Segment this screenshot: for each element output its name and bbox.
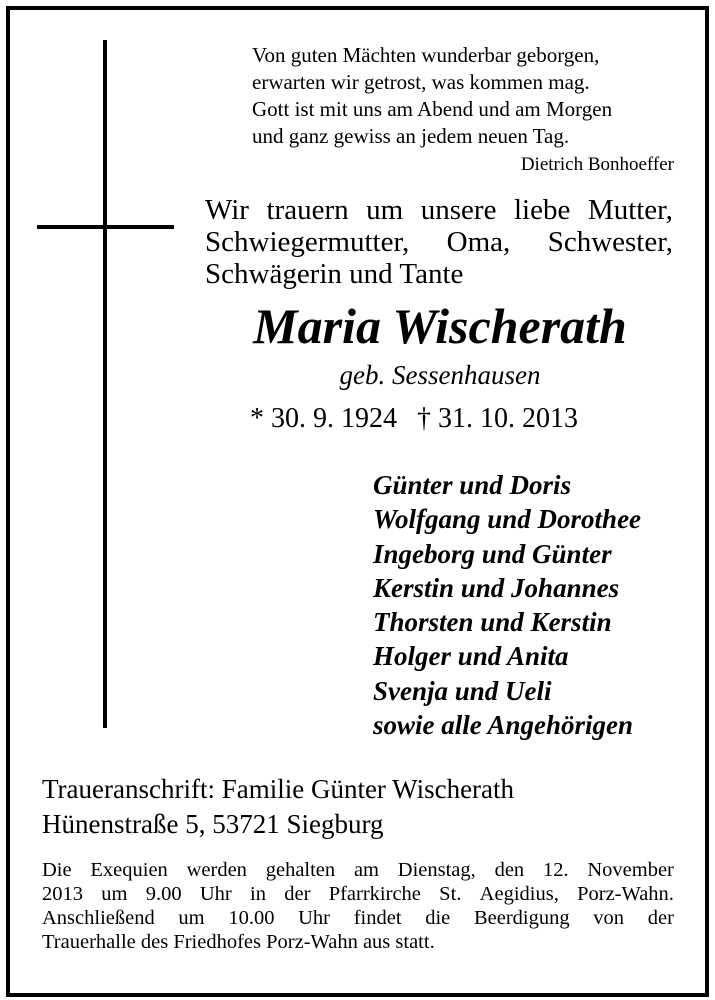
word: Wir (205, 194, 249, 226)
word: Aegidius, (479, 883, 559, 905)
poem-author: Dietrich Bonhoeffer (520, 154, 674, 175)
word: am (353, 859, 379, 881)
word: um (178, 907, 205, 929)
family-member: Ingeborg und Günter (373, 538, 612, 569)
cross-icon-horizontal-bar (37, 225, 174, 229)
mourning-line-2 (205, 226, 673, 258)
service-line-4: Trauerhalle des Friedhofes Porz-Wahn aus statt. (42, 931, 435, 953)
family-member: Kerstin und Johannes (373, 572, 620, 603)
cross-icon-vertical-bar (103, 40, 107, 728)
word: 12. (542, 859, 569, 881)
poem-line: Gott ist mit uns am Abend und am Morgen (252, 97, 613, 121)
word: Porz-Wahn. (577, 883, 674, 905)
word: den (494, 859, 525, 881)
word: Beerdigung (473, 907, 570, 929)
word: Schwester, (547, 226, 673, 258)
mourning-statement (205, 194, 673, 290)
birth-date: * 30. 9. 1924 (250, 403, 397, 434)
word: trauern (266, 194, 349, 226)
service-line-1 (42, 858, 674, 882)
word: werden (186, 859, 247, 881)
mourning-line-1 (205, 194, 673, 226)
word: um (366, 194, 404, 226)
poem-block (252, 42, 682, 178)
service-line-3 (42, 906, 674, 930)
poem-line: Von guten Mächten wunderbar geborgen, (252, 43, 600, 67)
word: unsere (420, 194, 497, 226)
word: findet (353, 907, 402, 929)
family-list (373, 468, 693, 742)
word: gehalten (265, 859, 336, 881)
mourning-line-3: Schwägerin und Tante (205, 258, 464, 290)
word: der (284, 883, 311, 905)
word: Uhr (199, 883, 232, 905)
service-line-2 (42, 882, 674, 906)
word: Exequien (90, 859, 168, 881)
word: Oma, (446, 226, 511, 258)
word: November (587, 859, 674, 881)
life-dates (250, 402, 630, 436)
service-details (42, 858, 674, 954)
word: Pfarrkirche (328, 883, 421, 905)
address-line-1: Traueranschrift: Familie Günter Wischerath (42, 774, 515, 804)
family-member: Wolfgang und Dorothee (373, 504, 642, 535)
word: Dienstag, (397, 859, 476, 881)
word: von (593, 907, 625, 929)
word: Die (42, 859, 72, 881)
word: die (425, 907, 451, 929)
word: 2013 (42, 883, 83, 905)
family-member: Holger und Anita (373, 641, 569, 672)
word: Anschließend (42, 907, 155, 929)
word: Mutter, (587, 194, 673, 226)
poem-line: und ganz gewiss an jedem neuen Tag. (252, 124, 570, 148)
word: 10.00 (228, 907, 275, 929)
maiden-name: geb. Sessenhausen (339, 360, 541, 390)
death-date: † 31. 10. 2013 (417, 403, 578, 434)
address-line-2: Hünenstraße 5, 53721 Siegburg (42, 809, 384, 839)
mourning-address (42, 772, 692, 842)
word: Schwiegermutter, (205, 226, 410, 258)
word: liebe (514, 194, 571, 226)
family-member: Günter und Doris (373, 470, 572, 500)
word: in (250, 883, 266, 905)
poem-line: erwarten wir getrost, was kommen mag. (252, 70, 590, 94)
word: 9.00 (145, 883, 182, 905)
family-member: sowie alle Angehörigen (373, 710, 634, 741)
word: St. (439, 883, 462, 905)
word: um (101, 883, 128, 905)
deceased-name: Maria Wischerath (253, 298, 627, 354)
word: der (647, 907, 674, 929)
family-member: Svenja und Ueli (373, 675, 552, 706)
word: Uhr (298, 907, 331, 929)
family-member: Thorsten und Kerstin (373, 607, 612, 638)
